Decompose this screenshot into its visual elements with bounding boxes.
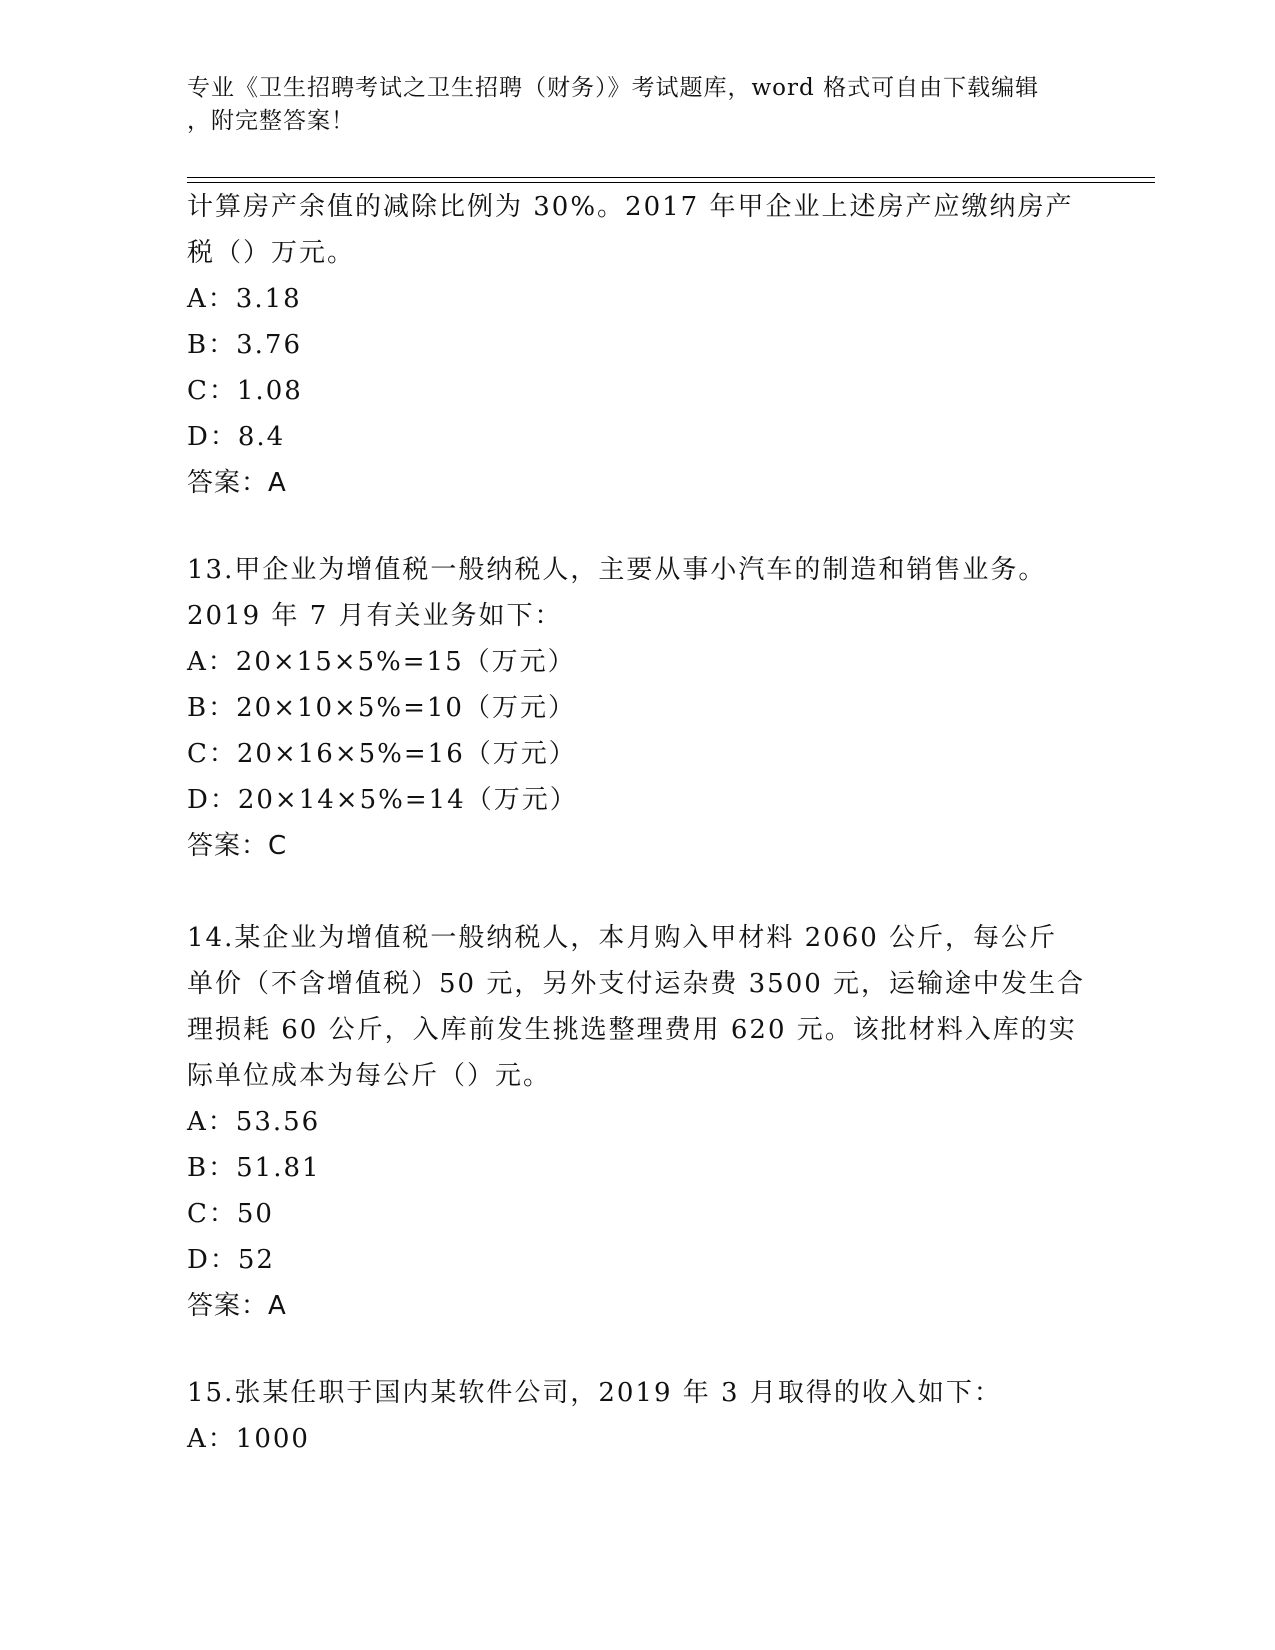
option-c: C：20×16×5%=16（万元）: [187, 739, 577, 769]
option-a: A：20×15×5%=15（万元）: [187, 647, 576, 677]
question-text-line: 单价（不含增值税）50 元，另外支付运杂费 3500 元，运输途中发生合: [187, 969, 1086, 999]
option-b: B：3.76: [187, 330, 302, 360]
header-divider-top: [187, 177, 1155, 178]
question-text-line: 15.张某任职于国内某软件公司，2019 年 3 月取得的收入如下：: [187, 1378, 1002, 1408]
question-text-line: 际单位成本为每公斤（）元。: [187, 1061, 552, 1091]
question-12: [187, 184, 1087, 506]
option-b: B：51.81: [187, 1153, 321, 1183]
option-b: B：20×10×5%=10（万元）: [187, 693, 576, 723]
question-text-line: 14.某企业为增值税一般纳税人，本月购入甲材料 2060 公斤，每公斤: [187, 923, 1058, 953]
option-d: D：8.4: [187, 422, 286, 452]
answer-line: 答案：A: [187, 468, 287, 498]
header-line-2: ，附完整答案！: [187, 108, 355, 134]
option-c: C：1.08: [187, 376, 303, 406]
question-text-line: 理损耗 60 公斤，入库前发生挑选整理费用 620 元。该批材料入库的实: [187, 1015, 1077, 1045]
option-a: A：53.56: [187, 1107, 321, 1137]
question-text-line: 13.甲企业为增值税一般纳税人，主要从事小汽车的制造和销售业务。: [187, 555, 1047, 585]
answer-line: 答案：A: [187, 1291, 287, 1321]
option-a: A：1000: [187, 1424, 310, 1454]
option-a: A：3.18: [187, 284, 302, 314]
question-13: [187, 547, 1087, 869]
question-15: [187, 1370, 1087, 1462]
question-text-line: 2019 年 7 月有关业务如下：: [187, 601, 563, 631]
question-text-line: 计算房产余值的减除比例为 30%。2017 年甲企业上述房产应缴纳房产: [187, 192, 1074, 222]
header-divider-bottom: [187, 182, 1155, 183]
header-line-1: 专业《卫生招聘考试之卫生招聘（财务）》考试题库，word 格式可自由下载编辑: [187, 75, 1040, 101]
question-14: [187, 915, 1087, 1329]
option-c: C：50: [187, 1199, 274, 1229]
answer-line: 答案：C: [187, 831, 288, 861]
document-header: [187, 72, 1067, 138]
option-d: D：52: [187, 1245, 275, 1275]
option-d: D：20×14×5%=14（万元）: [187, 785, 578, 815]
question-text-line: 税（）万元。: [187, 238, 356, 268]
